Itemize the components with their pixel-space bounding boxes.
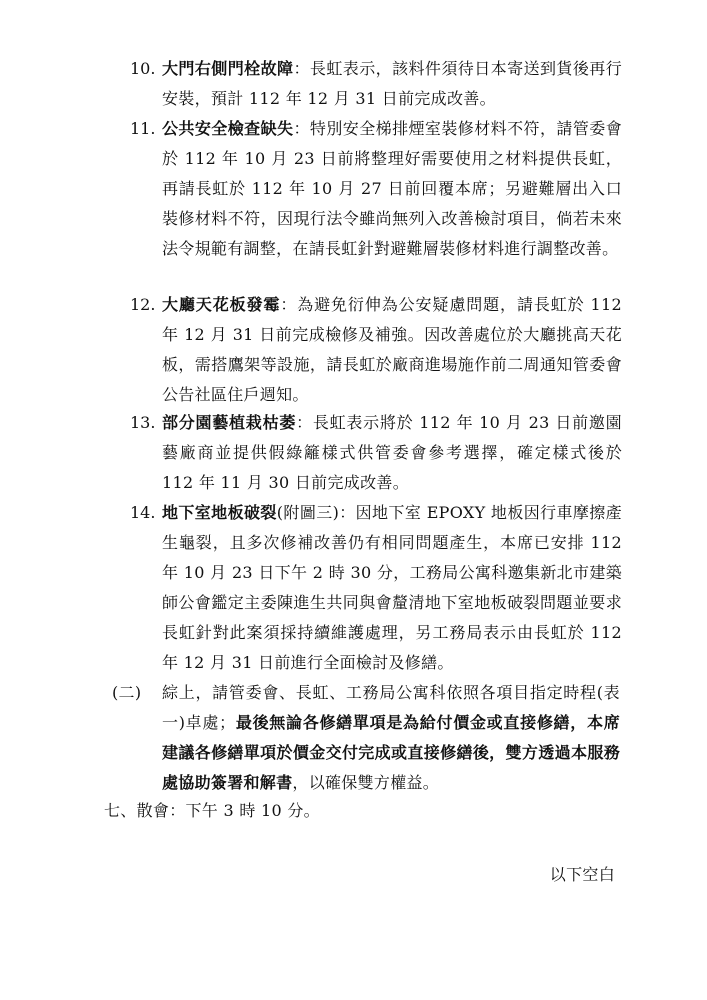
item-title: 部分園藝植栽枯萎: [162, 413, 297, 432]
item-separator: ：: [280, 295, 298, 314]
summary-tail: ，以確保雙方權益。: [292, 773, 440, 792]
item-text: 為避免衍伸為公安疑慮問題，請長虹於 112 年 12 月 31 日前完成檢修及補強。因改善處位於大廳挑高天花板，需搭鷹架等設施，請長虹於廠商進場施作前二周通知管委會公告社區住戶週知。: [162, 295, 622, 404]
item-title: 大廳天花板發霉: [162, 295, 281, 314]
list-item: [132, 290, 622, 410]
item-text: 長虹表示將於 112 年 10 月 23 日前邀園藝廠商並提供假綠籬樣式供管委會參考選擇，確定樣式後於 112 年 11 月 30 日前完成改善。: [162, 413, 622, 492]
summary-text: 綜上，請管委會、長虹、工務局公寓科依照各項目指定時程(表一)卓處；: [162, 683, 620, 732]
summary-label: (二): [112, 683, 142, 702]
list-item: [132, 408, 622, 498]
item-text: 因地下室 EPOXY 地板因行車摩擦產生龜裂，且多次修補改善仍有相同問題產生，本席已安排 112 年 10 月 23 日下午 2 時 30 分，工務局公寓科邀集新北市建築師公會鑑定主委陳進生共同與會釐清地下室地板破裂問題並要求長虹針對此案須採持續維護處理，另工務局表示由長虹於 112 年 12 月 31 日前進行全面檢討及修繕。: [162, 503, 622, 672]
item-number: 12.: [130, 295, 156, 314]
item-text: 特別安全梯排煙室裝修材料不符，請管委會於 112 年 10 月 23 日前將整理好需要使用之材料提供長虹，再請長虹於 112 年 10 月 27 日前回覆本席；另避難層出入口裝修材料不符，因現行法令雖尚無列入改善檢討項目，倘若未來法令規範有調整，在請長虹針對避難層裝修材料進行調整改善。: [162, 119, 622, 258]
item-text: 長虹表示，該料件須待日本寄送到貨後再行安裝，預計 112 年 12 月 31 日前完成改善。: [162, 59, 622, 108]
item-number: 14.: [130, 503, 156, 522]
item-separator: ：: [293, 59, 310, 78]
item-separator: ：: [296, 413, 313, 432]
list-item: [132, 54, 622, 114]
item-number: 13.: [130, 413, 156, 432]
item-separator: ：: [293, 119, 310, 138]
item-title: 公共安全檢查缺失: [162, 119, 294, 138]
item-separator: (附圖三)：: [276, 503, 356, 522]
list-item: [132, 114, 622, 264]
item-number: 11.: [130, 119, 156, 138]
item-title: 大門右側門栓故障: [162, 59, 294, 78]
summary-paragraph: [112, 678, 620, 798]
summary-emphasis: 最後無論各修繕單項是為給付價金或直接修繕，本席建議各修繕單項於價金交付完成或直接修繕後，雙方透過本服務處協助簽署和解書: [162, 713, 621, 792]
item-title: 地下室地板破裂: [162, 503, 277, 522]
item-number: 10.: [130, 59, 156, 78]
blank-below-note: 以下空白: [549, 865, 615, 884]
list-item: [132, 498, 622, 678]
adjournment-line: 七、散會：下午 3 時 10 分。: [104, 801, 320, 820]
